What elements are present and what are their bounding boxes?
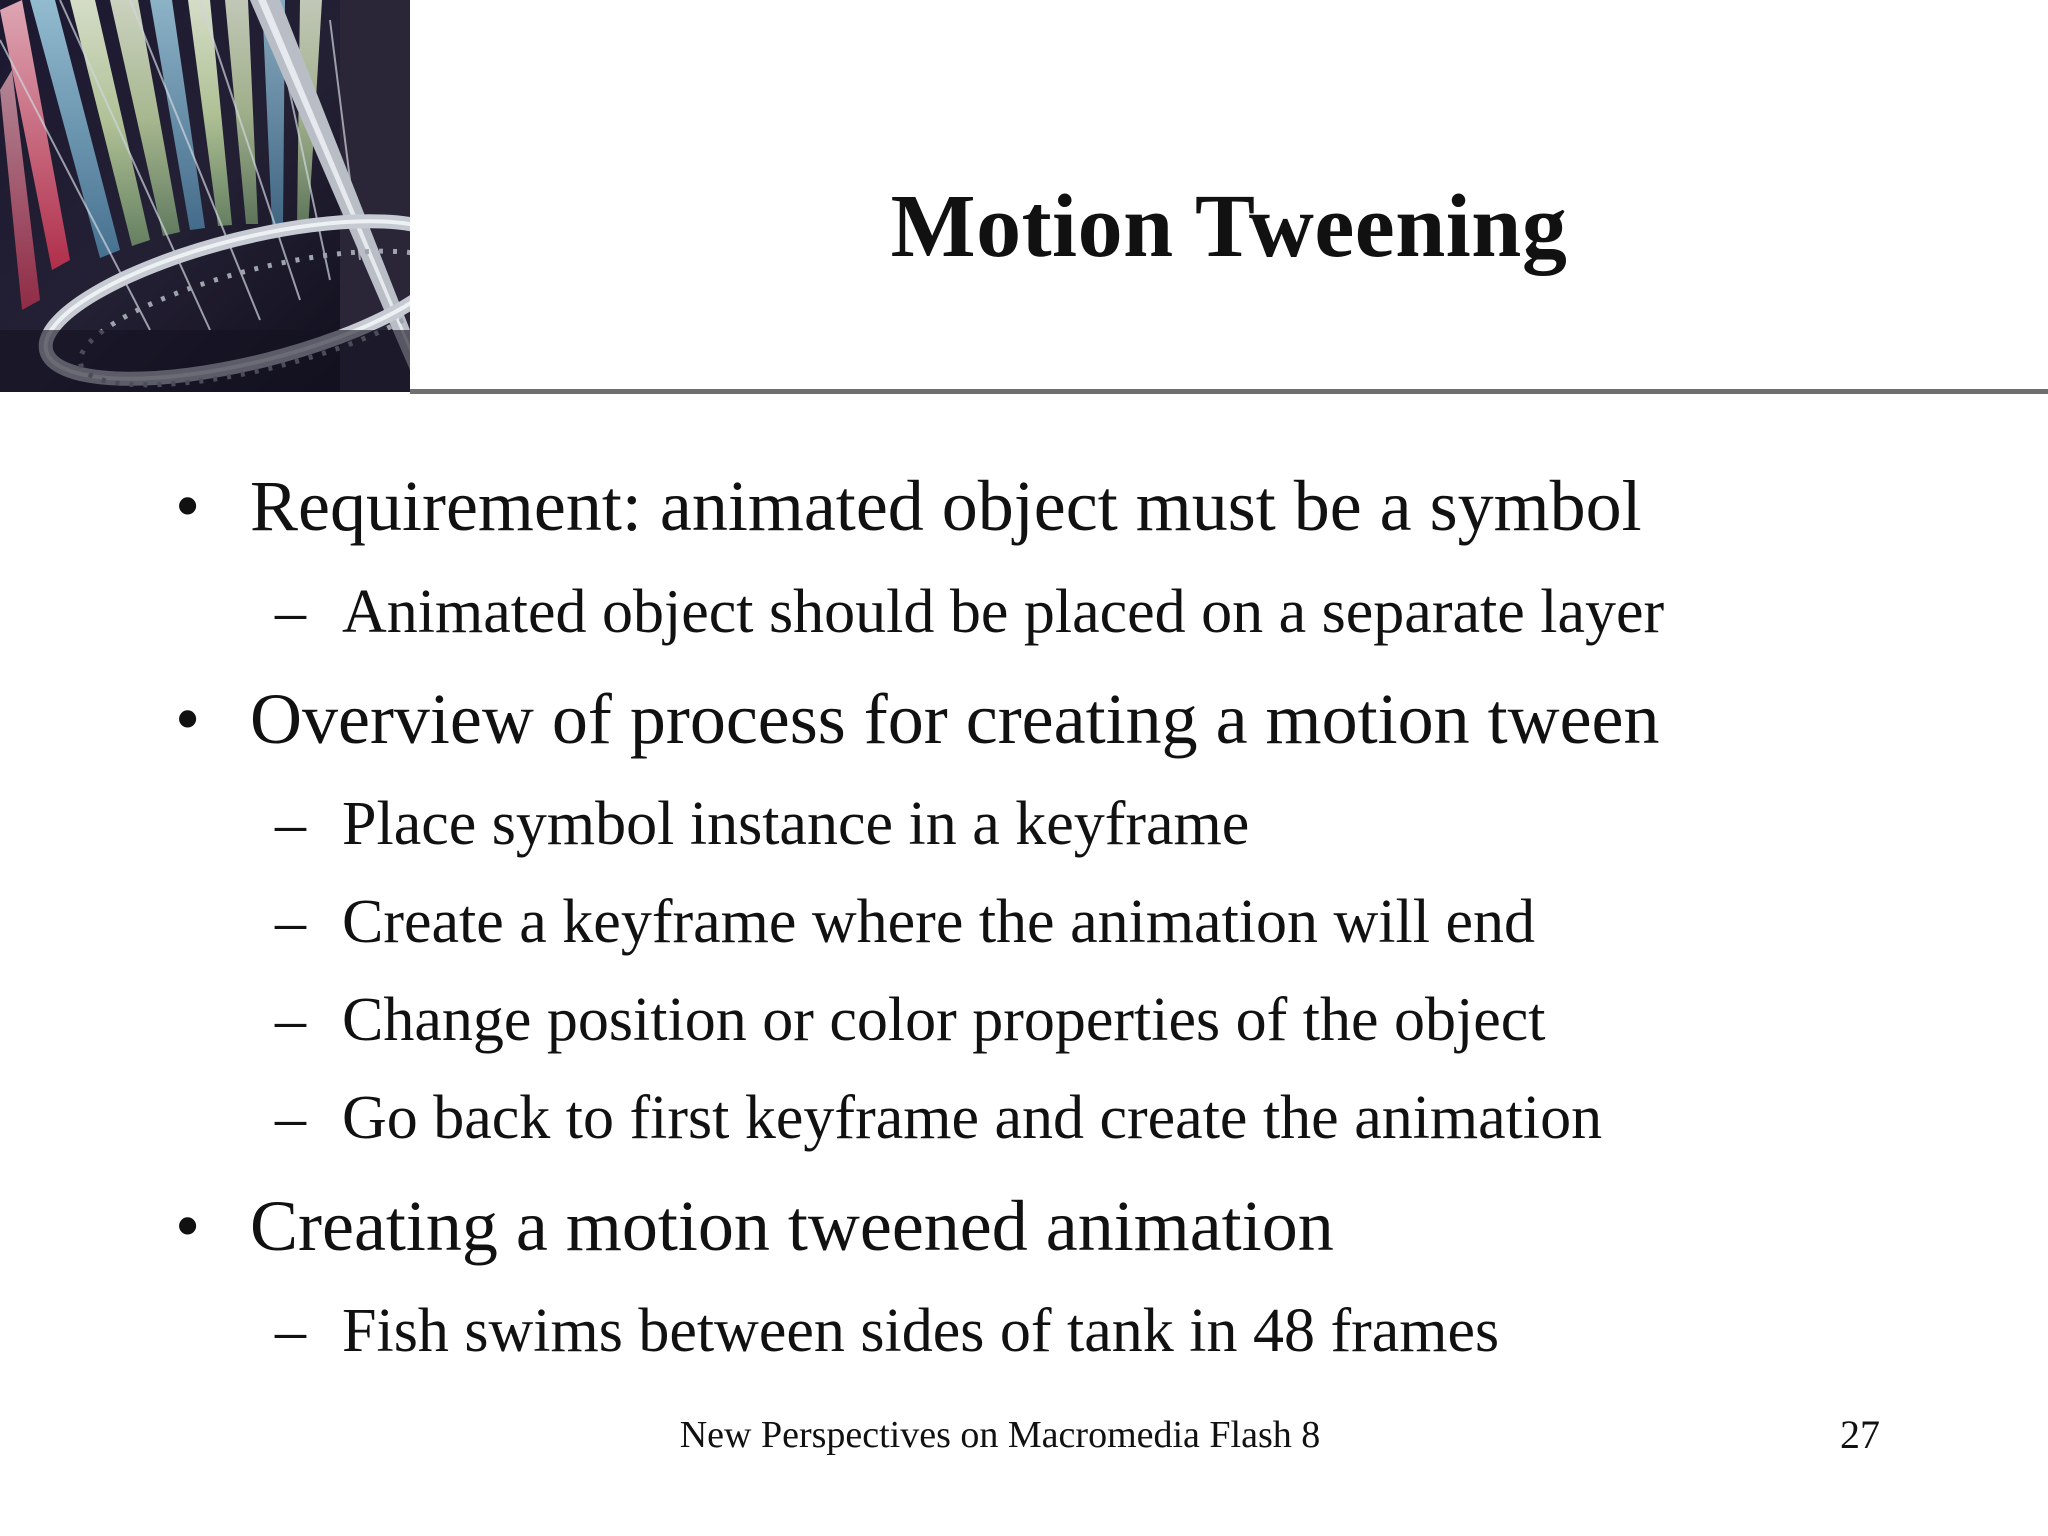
bullet-text: Overview of process for creating a motion tween xyxy=(250,679,1660,759)
bullet-marker: • xyxy=(175,679,201,759)
dash-marker: – xyxy=(275,790,306,858)
sub-bullet-text: Create a keyframe where the animation will end xyxy=(342,888,1535,956)
dash-marker: – xyxy=(275,1297,306,1365)
bullet-text: Requirement: animated object must be a symbol xyxy=(250,466,1642,546)
page-number: 27 xyxy=(1840,1412,1880,1457)
sub-bullet-text: Place symbol instance in a keyframe xyxy=(342,790,1250,858)
bullet-marker: • xyxy=(175,466,201,546)
sub-bullet-text: Change position or color properties of the object xyxy=(342,986,1546,1054)
dash-marker: – xyxy=(275,578,306,646)
footer-text: New Perspectives on Macromedia Flash 8 xyxy=(679,1414,1321,1456)
bullet-text: Creating a motion tweened animation xyxy=(250,1186,1334,1266)
dash-marker: – xyxy=(275,986,306,1054)
sub-bullet-text: Animated object should be placed on a separate layer xyxy=(342,578,1665,646)
slide-title: Motion Tweening xyxy=(890,177,1568,276)
sub-bullet-text: Go back to first keyframe and create the animation xyxy=(342,1084,1603,1152)
bullet-marker: • xyxy=(175,1186,201,1266)
dash-marker: – xyxy=(275,888,306,956)
sub-bullet-text: Fish swims between sides of tank in 48 frames xyxy=(342,1297,1500,1365)
dash-marker: – xyxy=(275,1084,306,1152)
